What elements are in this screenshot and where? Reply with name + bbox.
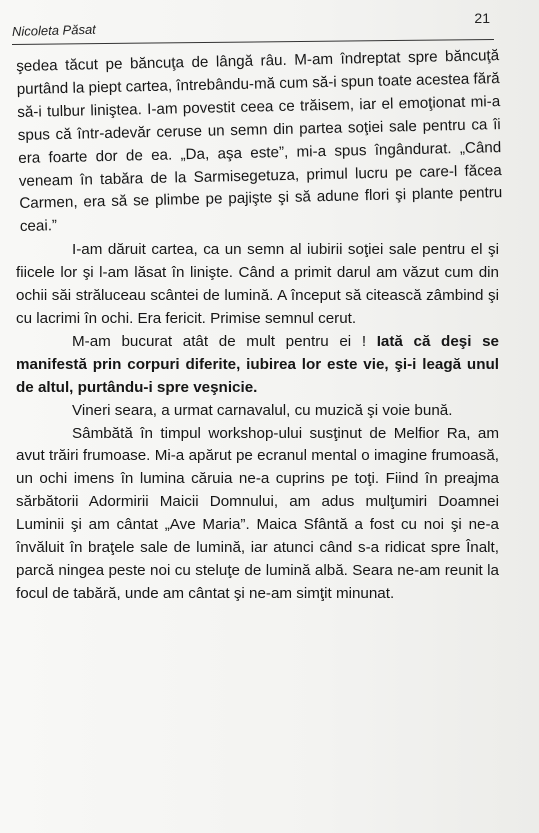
paragraph-3-regular: M-am bucurat atât de mult pentru ei !	[72, 332, 377, 350]
paragraph-3-bold: Iată că deşi se manifestă prin corpuri diferite, iubirea lor este vie, şi-i leagă unul de altul, purtându-i spre veşnicie.	[16, 332, 499, 396]
paragraph-1: şedea tăcut pe băncuţa de lângă râu. M-am îndreptat spre băncuţă purtând la piept cartea, întrebându-mă cum să-i spun toate acestea fără să-i tulbur liniştea. I-am povestit ceea ce trăisem, iar el emoţionat mi-a spus că într-adevăr ceruse un semn din partea soţiei sale pentru ca îi era foarte dor de ea. „Da, aşa este”, mi-a spus îngândurat. „Când veneam în tabăra de la Sarmisegetuza, primul lucru pe care-l făcea Carmen, era să se plimbe pe pajişte şi să adune flori şi plante pentru ceai.”	[16, 47, 503, 236]
paragraph-2: I-am dăruit cartea, ca un semn al iubirii soţiei sale pentru el şi fiicele lor şi l-am lăsat în linişte. Când a primit darul am văzut cum din ochii săi străluceau scântei de lumină. A început să citească zâmbind şi cu lacrimi în ochi. Era fericit. Primise semnul cerut.	[16, 241, 499, 327]
paragraph-4: Vineri seara, a urmat carnavalul, cu muzică şi voie bună.	[72, 401, 453, 419]
paragraph-5: Sâmbătă în timpul workshop-ului susţinut de Melfior Ra, am avut trăiri frumoase. Mi-a apărut pe ecranul mental o imagine frumoasă, un ochi imens în lumina căruia ne-a cuprins pe toţi. Fiind în preajma sărbătorii Adormirii Maicii Domnului, am adus mulţumiri Doamnei Luminii şi am cântat „Ave Maria”. Maica Sfântă a fost cu noi şi ne-a învăluit în braţele sale de lumină, iar atunci când s-a ridicat spre Înalt, parcă ningea peste noi cu steluţe de lumină albă. Seara ne-am reunit la focul de tabără, unde am cântat şi ne-am simţit minunat.	[16, 424, 499, 602]
paragraph-3	[16, 331, 499, 400]
body-text	[16, 47, 503, 606]
page-number: 21	[474, 10, 490, 26]
page-header	[12, 2, 512, 42]
running-head-author: Nicoleta Păsat	[11, 21, 97, 39]
